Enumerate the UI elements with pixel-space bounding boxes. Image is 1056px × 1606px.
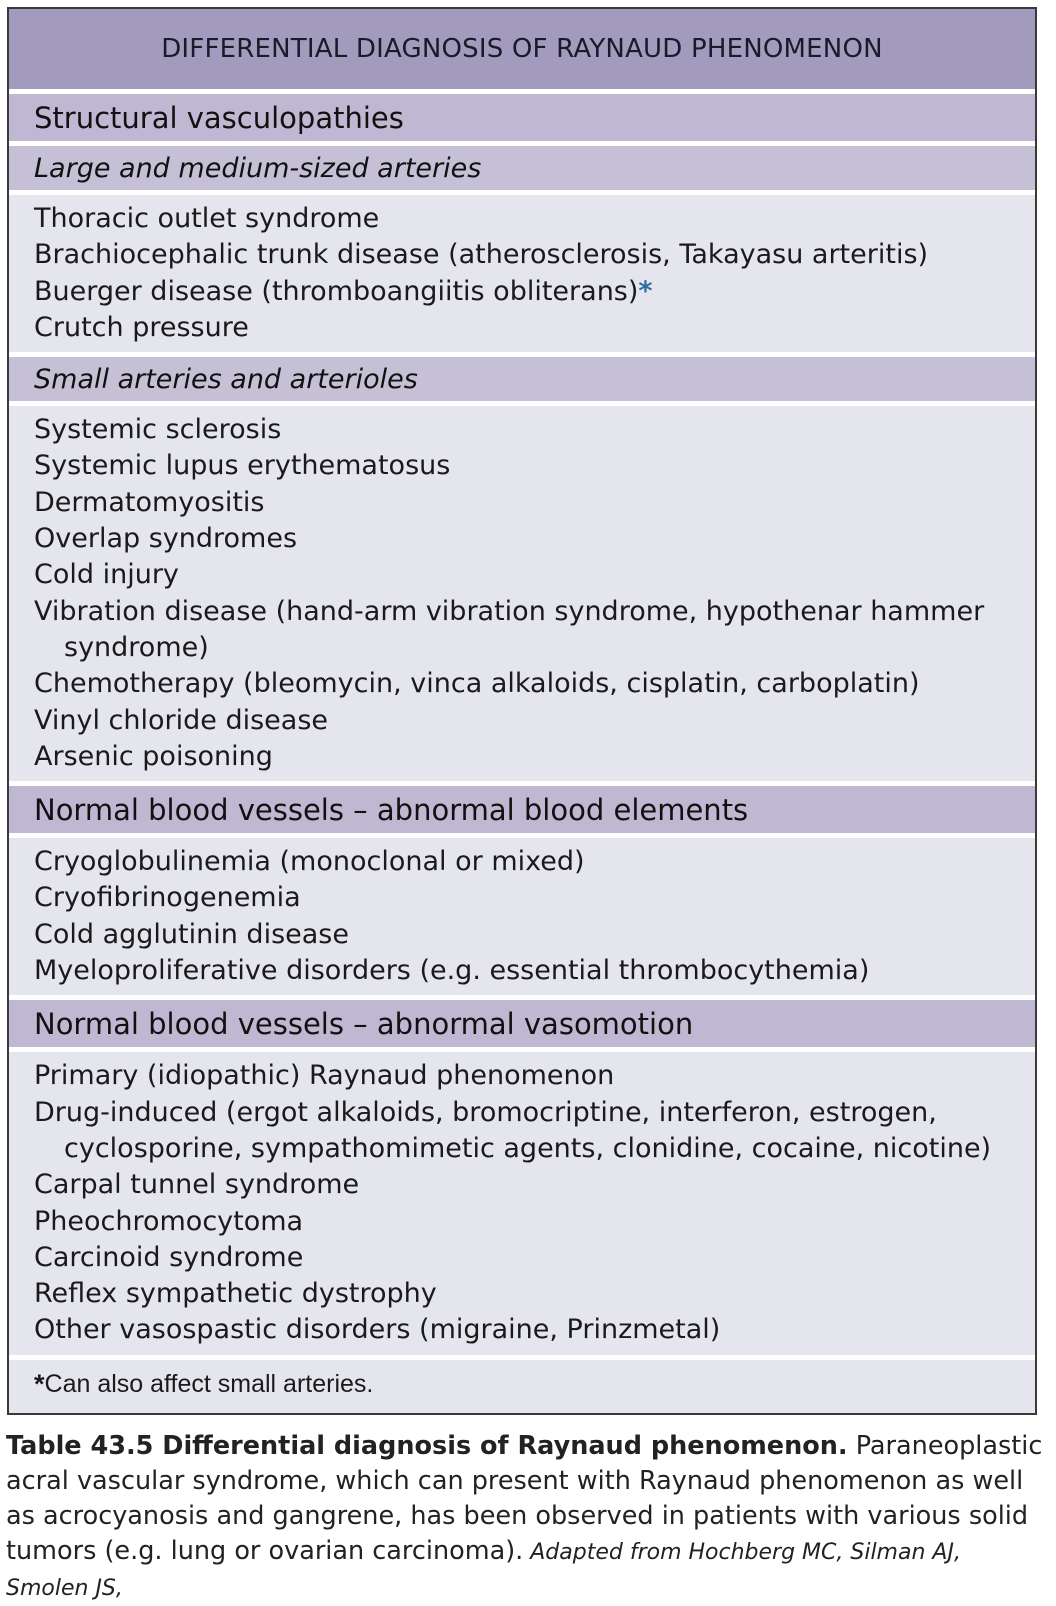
- item-list-abnormal-vasomotion: [9, 1047, 1035, 1354]
- list-item: Carcinoid syndrome: [34, 1241, 304, 1273]
- list-item: Dermatomyositis: [34, 486, 265, 518]
- table-footnote: [9, 1355, 1035, 1409]
- list-item: Reflex sympathetic dystrophy: [34, 1278, 437, 1310]
- item-list-abnormal-blood-elements: [9, 833, 1035, 995]
- item-list-large-medium-arteries: [9, 190, 1035, 352]
- table-caption: [6, 1429, 1046, 1606]
- list-item: [9, 274, 1035, 310]
- list-item: Systemic sclerosis: [34, 414, 282, 446]
- list-item: Cryofibrinogenemia: [34, 882, 301, 914]
- differential-diagnosis-table: [7, 7, 1037, 1415]
- list-item: Cryoglobulinemia (monoclonal or mixed): [34, 846, 585, 878]
- list-item: Chemotherapy (bleomycin, vinca alkaloids, cisplatin, carboplatin): [34, 668, 920, 700]
- caption-label: Table 43.5 Differential diagnosis of Raynaud phenomenon.: [6, 1431, 848, 1461]
- list-item: Thoracic outlet syndrome: [34, 203, 380, 234]
- footnote-marker: *: [34, 1368, 45, 1399]
- footnote-marker: *: [638, 275, 653, 307]
- footnote-text: Can also affect small arteries.: [44, 1369, 374, 1398]
- list-item: Cold agglutinin disease: [34, 918, 349, 950]
- list-item: Vibration disease (hand-arm vibration syndrome, hypothenar hammer syndrome): [34, 595, 985, 663]
- caption-source: Adapted from Hochberg MC, Silman AJ, Smolen JS,: [6, 1540, 961, 1601]
- list-item: Arsenic poisoning: [34, 740, 273, 772]
- list-item: Crutch pressure: [34, 311, 249, 343]
- subcategory-small-arteries: Small arteries and arterioles: [9, 352, 1035, 401]
- category-abnormal-blood-elements: Normal blood vessels – abnormal blood elements: [9, 781, 1035, 833]
- list-item: Drug-induced (ergot alkaloids, bromocriptine, interferon, estrogen, cyclosporine, sympathomimetic agents, clonidine, cocaine, nicotine): [34, 1096, 992, 1164]
- caption-text: Paraneoplastic acral vascular syndrome, which can present with Raynaud phenomenon as well as acrocyanosis and gangrene, has been observed in patients with various solid tumors (e.g. lung or ovarian carcinoma).: [6, 1431, 1043, 1566]
- list-item: Primary (idiopathic) Raynaud phenomenon: [34, 1060, 615, 1092]
- list-item: Other vasospastic disorders (migraine, Prinzmetal): [34, 1314, 721, 1346]
- list-item: Pheochromocytoma: [34, 1205, 304, 1237]
- list-item: Carpal tunnel syndrome: [34, 1169, 360, 1201]
- list-item-text: Buerger disease (thromboangiitis obliterans): [34, 275, 639, 307]
- list-item: Myeloproliferative disorders (e.g. essential thrombocythemia): [34, 955, 870, 987]
- subcategory-large-medium-arteries: Large and medium-sized arteries: [9, 141, 1035, 190]
- list-item: Vinyl chloride disease: [34, 704, 329, 736]
- list-item: Overlap syndromes: [34, 523, 298, 555]
- category-abnormal-vasomotion: Normal blood vessels – abnormal vasomotion: [9, 995, 1035, 1047]
- list-item: Cold injury: [34, 559, 179, 591]
- list-item: Systemic lupus erythematosus: [34, 450, 451, 482]
- category-structural-vasculopathies: Structural vasculopathies: [9, 89, 1035, 141]
- item-list-small-arteries: [9, 401, 1035, 781]
- table-title: DIFFERENTIAL DIAGNOSIS OF RAYNAUD PHENOMENON: [9, 9, 1035, 89]
- list-item: Brachiocephalic trunk disease (atherosclerosis, Takayasu arteritis): [34, 239, 929, 271]
